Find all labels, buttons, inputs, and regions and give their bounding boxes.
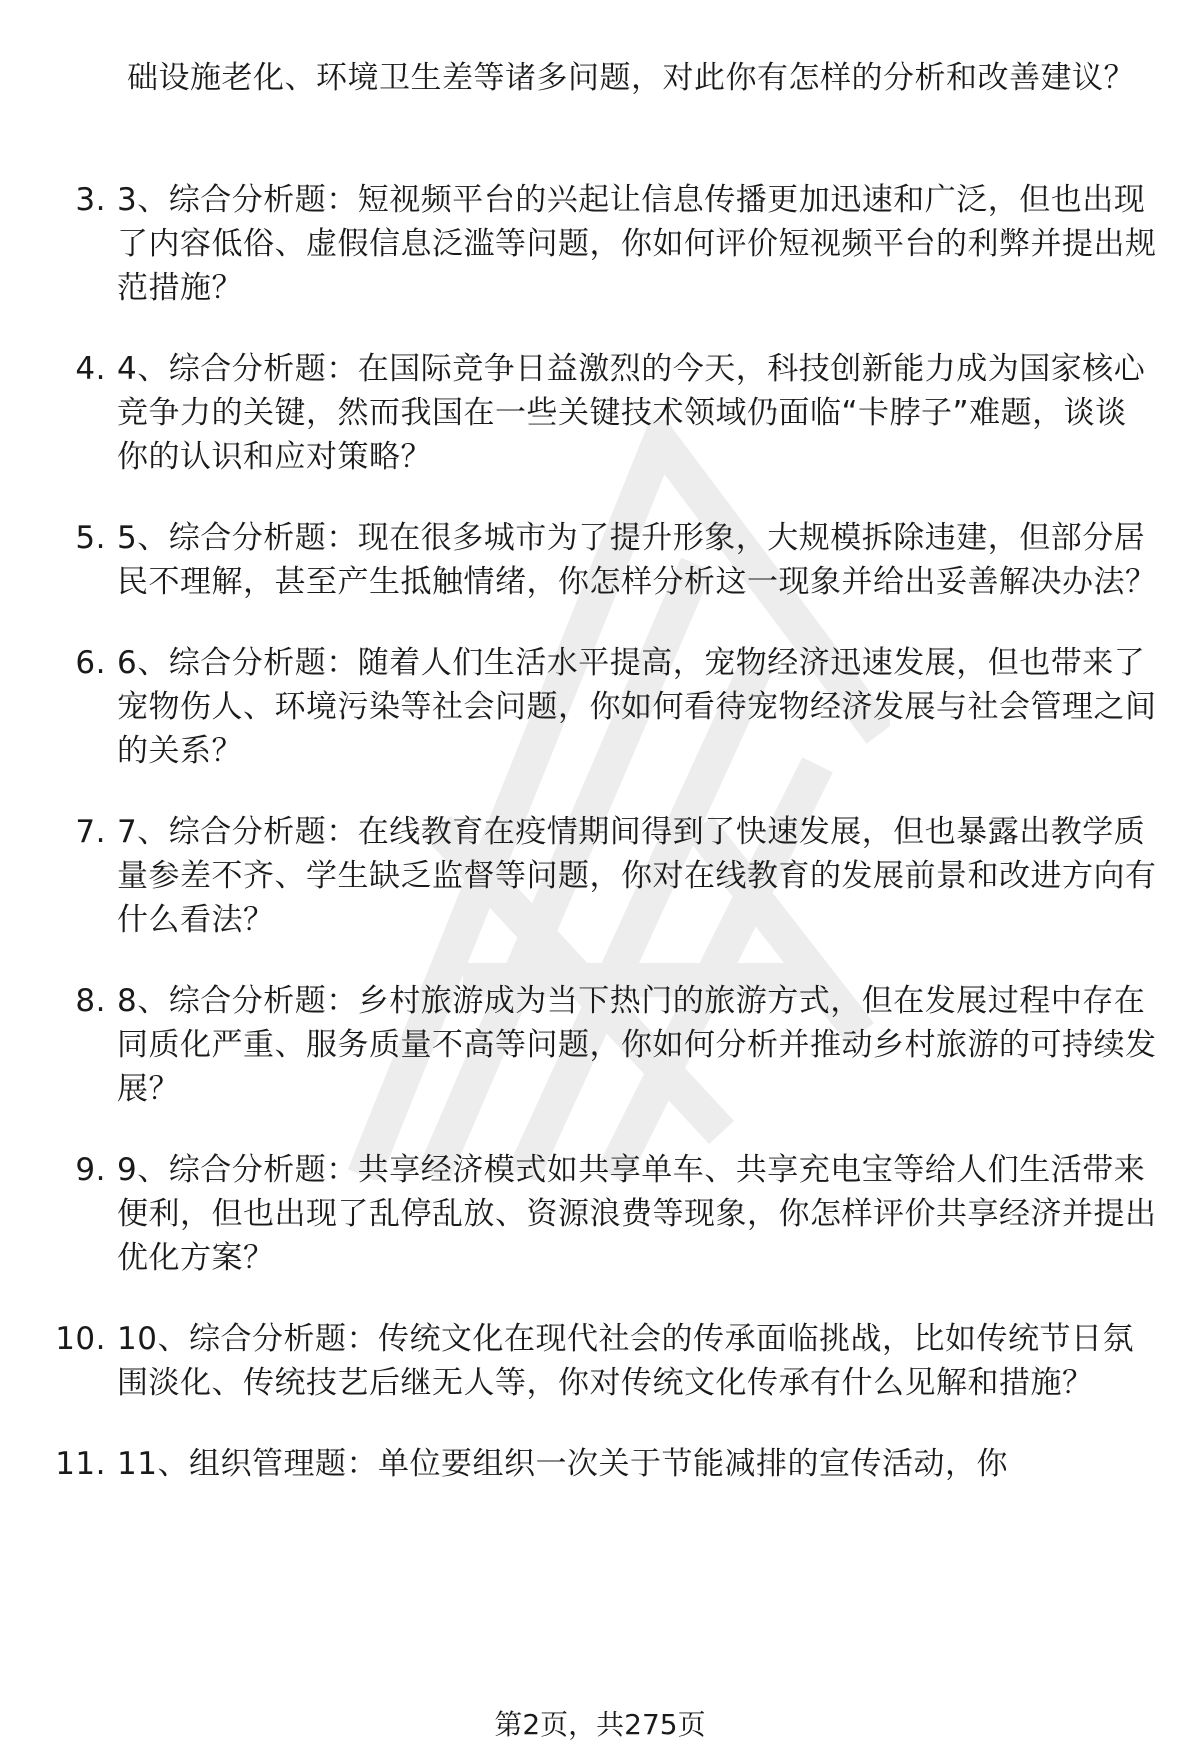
question-text: 11、组织管理题：单位要组织一次关于节能减排的宣传活动，你 <box>117 1446 1008 1482</box>
page-footer-page-number: 第2页，共275页 <box>494 1708 706 1741</box>
question-text: 4、综合分析题：在国际竞争日益激烈的今天，科技创新能力成为国家核心竞争力的关键，然而我国在一些关键技术领域仍面临“卡脖子”难题，谈谈你的认识和应对策略？ <box>117 351 1146 475</box>
question-item <box>0 641 1200 773</box>
question-text: 5、综合分析题：现在很多城市为了提升形象，大规模拆除违建，但部分居民不理解，甚至产生抵触情绪，你怎样分析这一现象并给出妥善解决办法？ <box>117 520 1157 600</box>
question-item <box>0 810 1200 942</box>
question-text: 6、综合分析题：随着人们生活水平提高，宠物经济迅速发展，但也带来了宠物伤人、环境污染等社会问题，你如何看待宠物经济发展与社会管理之间的关系？ <box>117 645 1157 769</box>
question-number: 3. <box>75 182 106 218</box>
continued-question-text: 础设施老化、环境卫生差等诸多问题，对此你有怎样的分析和改善建议？ <box>127 60 1135 96</box>
question-text: 7、综合分析题：在线教育在疫情期间得到了快速发展，但也暴露出教学质量参差不齐、学生缺乏监督等问题，你对在线教育的发展前景和改进方向有什么看法？ <box>117 814 1157 938</box>
question-text: 8、综合分析题：乡村旅游成为当下热门的旅游方式，但在发展过程中存在同质化严重、服务质量不高等问题，你如何分析并推动乡村旅游的可持续发展？ <box>117 983 1157 1107</box>
question-number: 4. <box>75 351 106 387</box>
question-number: 11. <box>55 1446 106 1482</box>
question-list <box>0 178 1200 1523</box>
question-item <box>0 1148 1200 1280</box>
question-item <box>0 979 1200 1111</box>
question-number: 9. <box>75 1152 106 1188</box>
question-item <box>0 1442 1200 1486</box>
question-number: 5. <box>75 520 106 556</box>
question-number: 6. <box>75 645 106 681</box>
question-number: 7. <box>75 814 106 850</box>
question-number: 8. <box>75 983 106 1019</box>
question-number: 10. <box>55 1321 106 1357</box>
question-text: 3、综合分析题：短视频平台的兴起让信息传播更加迅速和广泛，但也出现了内容低俗、虚假信息泛滥等问题，你如何评价短视频平台的利弊并提出规范措施？ <box>117 182 1157 306</box>
question-text: 9、综合分析题：共享经济模式如共享单车、共享充电宝等给人们生活带来便利，但也出现了乱停乱放、资源浪费等现象，你怎样评价共享经济并提出优化方案？ <box>117 1152 1157 1276</box>
question-item <box>0 178 1200 310</box>
question-item <box>0 1317 1200 1405</box>
question-item <box>0 516 1200 604</box>
question-text: 10、综合分析题：传统文化在现代社会的传承面临挑战，比如传统节日氛围淡化、传统技艺后继无人等，你对传统文化传承有什么见解和措施？ <box>117 1321 1134 1401</box>
question-item <box>0 347 1200 479</box>
